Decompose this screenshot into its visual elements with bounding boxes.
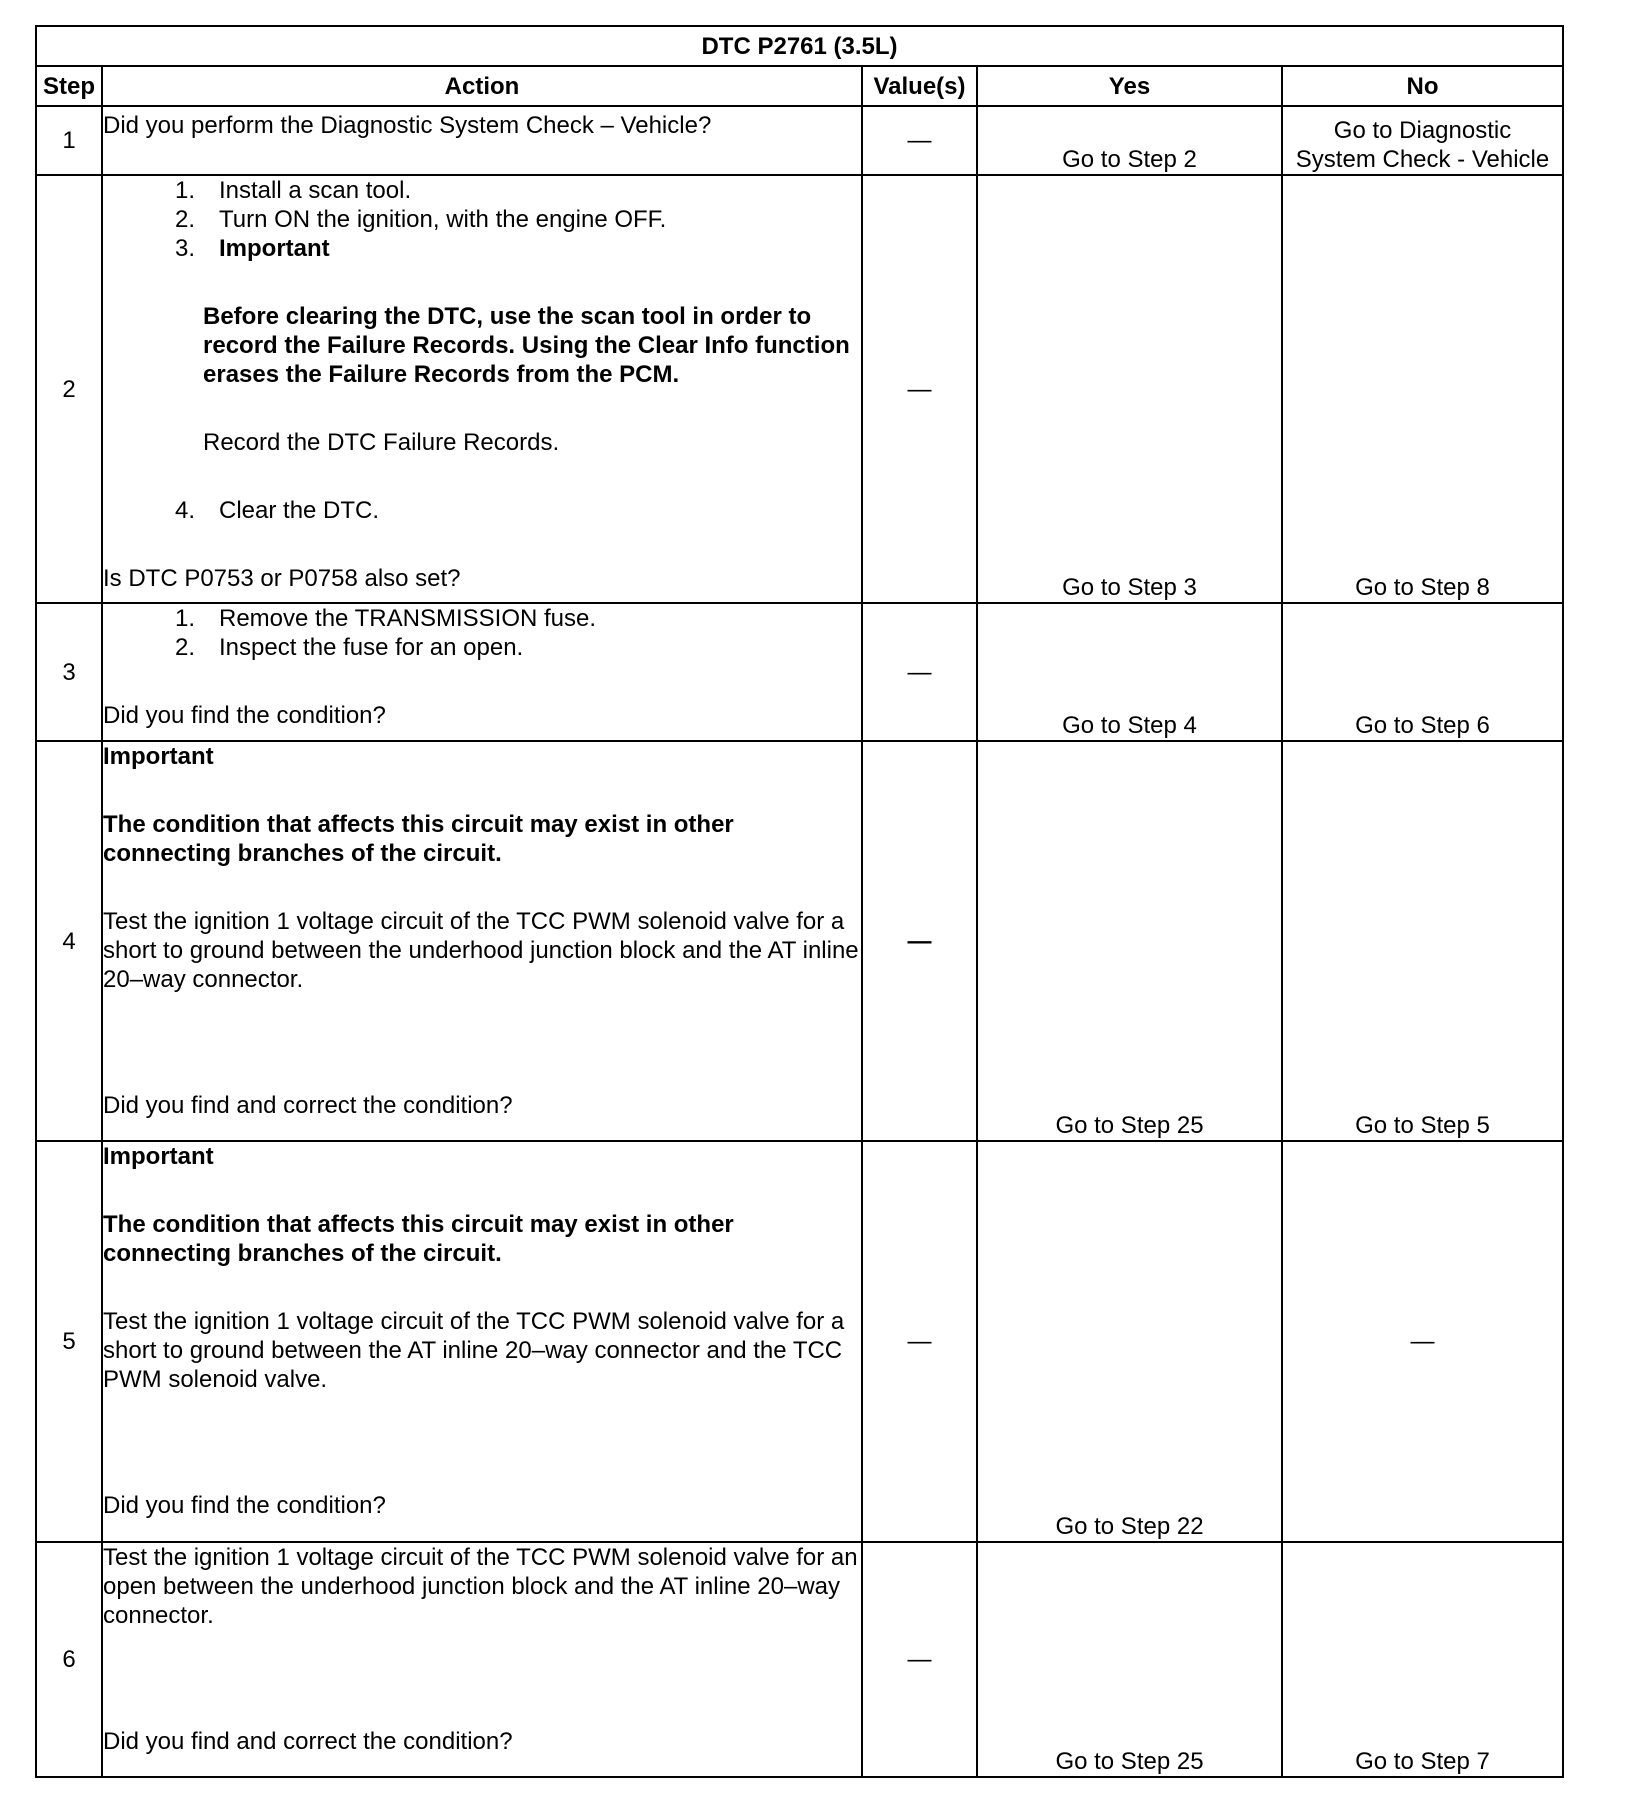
list-text: Turn ON the ignition, with the engine OFF. [219, 206, 667, 233]
action-cell [102, 741, 862, 1141]
question-text: Did you find and correct the condition? [103, 1728, 513, 1755]
table-row [36, 1141, 1563, 1542]
instruction-text: Test the ignition 1 voltage circuit of the TCC PWM solenoid valve for an open between the underhood junction block and the AT inline 20–way connector. [103, 1544, 858, 1629]
important-note: The condition that affects this circuit may exist in other connecting branches of the circuit. [103, 811, 734, 867]
header-yes: Yes [977, 66, 1282, 106]
table-row [36, 175, 1563, 603]
spacer [103, 1171, 861, 1210]
list-item [103, 496, 861, 525]
yes-cell: Go to Step 2 [977, 106, 1282, 175]
list-item [103, 176, 861, 205]
dtc-table [35, 25, 1564, 1778]
spacer [103, 389, 861, 428]
value-dash: — [907, 1646, 932, 1673]
spacer [103, 662, 861, 701]
no-text-line: System Check - Vehicle [1295, 146, 1550, 173]
value-dash: — [907, 1328, 932, 1355]
spacer [103, 1268, 861, 1307]
record-text: Record the DTC Failure Records. [203, 429, 560, 456]
action-cell [102, 175, 862, 603]
spacer [103, 263, 861, 302]
step-number: 3 [36, 603, 102, 741]
table-row [36, 1542, 1563, 1777]
list-text: Install a scan tool. [219, 177, 412, 204]
list-number: 2. [174, 634, 195, 661]
spacer [103, 868, 861, 907]
value-cell [862, 741, 977, 1141]
action-cell [102, 603, 862, 741]
list-item [103, 633, 861, 662]
value-dash: — [907, 127, 932, 154]
list-number: 2. [174, 206, 195, 233]
list-number: 1. [174, 177, 195, 204]
instruction-text: Test the ignition 1 voltage circuit of the TCC PWM solenoid valve for a short to ground between the underhood junction block and the AT inline 20–way connector. [103, 908, 859, 993]
yes-cell: Go to Step 3 [977, 175, 1282, 603]
header-action: Action [102, 66, 862, 106]
value-cell [862, 1542, 977, 1777]
spacer [103, 994, 861, 1091]
list-number: 1. [174, 605, 195, 632]
important-note: The condition that affects this circuit may exist in other connecting branches of the circuit. [103, 1211, 734, 1267]
yes-cell: Go to Step 25 [977, 1542, 1282, 1777]
list-item [103, 205, 861, 234]
list-item [103, 604, 861, 633]
question-text: Did you perform the Diagnostic System Check – Vehicle? [103, 112, 712, 139]
yes-cell: Go to Step 25 [977, 741, 1282, 1141]
important-note: Before clearing the DTC, use the scan tool in order to record the Failure Records. Using the Clear Info function erases the Failure Records from the PCM. [203, 303, 850, 388]
step-number: 6 [36, 1542, 102, 1777]
yes-cell: Go to Step 22 [977, 1141, 1282, 1542]
value-dash: — [907, 927, 932, 955]
list-item [103, 234, 861, 263]
spacer [103, 1630, 861, 1727]
list-number: 4. [174, 497, 195, 524]
header-values: Value(s) [862, 66, 977, 106]
step-number: 4 [36, 741, 102, 1141]
important-label: Important [103, 1143, 214, 1170]
no-cell [1282, 106, 1563, 175]
header-step: Step [36, 66, 102, 106]
step-number: 2 [36, 175, 102, 603]
action-cell [102, 106, 862, 175]
question-text: Did you find and correct the condition? [103, 1092, 513, 1119]
table-row [36, 106, 1563, 175]
no-text-line: Go to Diagnostic [1333, 117, 1512, 144]
action-list [103, 604, 861, 662]
table-row [36, 741, 1563, 1141]
question-text: Did you find the condition? [103, 702, 386, 729]
header-row [36, 66, 1563, 106]
instruction-text: Test the ignition 1 voltage circuit of the TCC PWM solenoid valve for a short to ground between the AT inline 20–way connector and the TCC PWM solenoid valve. [103, 1308, 845, 1393]
action-cell [102, 1141, 862, 1542]
spacer [103, 457, 861, 496]
table-title: DTC P2761 (3.5L) [36, 26, 1563, 66]
important-label: Important [219, 235, 330, 262]
list-text: Inspect the fuse for an open. [219, 634, 524, 661]
spacer [103, 771, 861, 810]
question-text: Is DTC P0753 or P0758 also set? [103, 565, 461, 592]
list-number: 3. [174, 235, 195, 262]
header-no: No [1282, 66, 1563, 106]
no-cell: Go to Step 8 [1282, 175, 1563, 603]
step-number: 5 [36, 1141, 102, 1542]
value-dash: — [907, 375, 932, 403]
value-dash: — [907, 658, 932, 686]
value-cell [862, 603, 977, 741]
no-cell: — [1282, 1141, 1563, 1542]
action-cell [102, 1542, 862, 1777]
yes-cell: Go to Step 4 [977, 603, 1282, 741]
no-cell: Go to Step 6 [1282, 603, 1563, 741]
table-row [36, 603, 1563, 741]
spacer [103, 525, 861, 564]
step-number: 1 [36, 106, 102, 175]
question-text: Did you find the condition? [103, 1492, 386, 1519]
value-cell [862, 175, 977, 603]
list-text: Clear the DTC. [219, 497, 380, 524]
action-list [103, 496, 861, 525]
no-cell: Go to Step 7 [1282, 1542, 1563, 1777]
spacer [103, 1394, 861, 1491]
list-text: Remove the TRANSMISSION fuse. [219, 605, 597, 632]
action-list [103, 176, 861, 263]
value-cell [862, 106, 977, 175]
important-label: Important [103, 743, 214, 770]
no-cell: Go to Step 5 [1282, 741, 1563, 1141]
value-cell [862, 1141, 977, 1542]
